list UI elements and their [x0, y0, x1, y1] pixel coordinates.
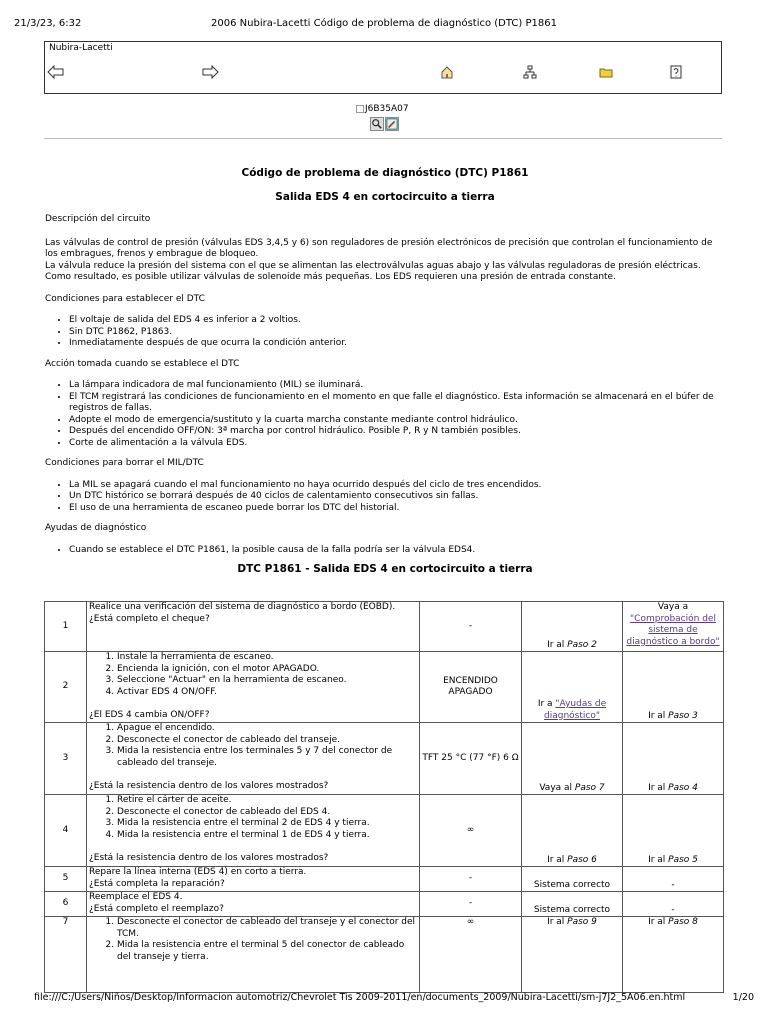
list-item: • Cuando se establece el DTC P1861, la posible causa de la falla podría ser la válvula EDS4.: [69, 545, 725, 557]
action-list: [45, 380, 725, 449]
back-arrow-icon[interactable]: [47, 64, 65, 80]
yes-prefix: Ir al: [547, 917, 568, 927]
list-item: 2. Encienda la ignición, con el motor APAGADO.: [117, 664, 417, 676]
list-item: • El voltaje de salida del EDS 4 es inferior a 2 voltios.: [69, 315, 725, 327]
table-row: [45, 867, 724, 892]
yes-prefix: Ir a: [537, 699, 556, 709]
table-row: [45, 795, 724, 867]
divider: [44, 138, 722, 139]
step-items: [89, 723, 417, 769]
step-no: [623, 652, 724, 723]
list-item: 2. Mida la resistencia entre el terminal 5 del conector de cableado del transeje y tierra.: [117, 940, 417, 963]
no-prefix: Ir al: [648, 917, 669, 927]
list-item: 4. Mida la resistencia entre el terminal 1 de EDS 4 y tierra.: [117, 830, 417, 842]
doc-title: Código de problema de diagnóstico (DTC) P1861: [241, 167, 529, 179]
page-number: 1/20: [732, 992, 754, 1003]
action-heading: Acción tomada cuando se establece el DTC: [45, 358, 240, 369]
step-number: 3: [45, 723, 87, 795]
step-number: 1: [45, 602, 87, 652]
no-step: Paso 8: [668, 917, 698, 927]
question-text: ¿Está completo el cheque?: [89, 613, 210, 624]
table-row: [45, 602, 724, 652]
step-value: [420, 652, 522, 723]
list-item: 1. Instale la herramienta de escaneo.: [117, 652, 417, 664]
forward-arrow-icon[interactable]: [201, 64, 219, 80]
print-date: 21/3/23, 6:32: [14, 18, 82, 29]
question-text: ¿Está completo el reemplazo?: [89, 903, 224, 914]
help-icon[interactable]: [669, 64, 683, 80]
step-yes: [522, 652, 623, 723]
step-number: 6: [45, 892, 87, 917]
no-step: Paso 3: [668, 710, 698, 721]
step-action: [87, 867, 420, 892]
list-item: 3. Mida la resistencia entre los terminales 5 y 7 del conector de cableado del transeje.: [117, 746, 417, 769]
list-item: • El uso de una herramienta de escaneo puede borrar los DTC del historial.: [69, 503, 725, 515]
step-value: -: [420, 602, 522, 652]
step-no: [623, 602, 724, 652]
file-path: file:///C:/Users/Niños/Desktop/Informacion automotriz/Chevrolet Tis 2009-2011/en/documents_2009/Nubira-Lacetti/sm-j7J2_5A06.en.html: [34, 992, 686, 1003]
model-label: Nubira-Lacetti: [49, 43, 113, 53]
no-step: Paso 4: [668, 782, 698, 793]
set-conditions-list: [45, 315, 725, 350]
yes-step: Paso 7: [574, 782, 605, 793]
aids-heading: Ayudas de diagnóstico: [45, 523, 147, 533]
list-item: 1. Apague el encendido.: [117, 723, 417, 735]
step-action: [87, 795, 420, 867]
question-text: ¿Está la resistencia dentro de los valores mostrados?: [89, 781, 329, 791]
question-text: ¿El EDS 4 cambia ON/OFF?: [89, 710, 210, 720]
no-prefix: Ir al: [648, 710, 669, 721]
list-item: • Corte de alimentación a la válvula EDS.: [69, 438, 725, 450]
step-no: -: [623, 867, 724, 892]
onboard-diagnostic-link[interactable]: "Comprobación del sistema de diagnóstico a bordo": [626, 613, 720, 647]
yes-prefix: Vaya al: [539, 782, 575, 793]
no-prefix: Vaya a: [657, 602, 689, 612]
list-item: 4. Activar EDS 4 ON/OFF.: [117, 687, 417, 699]
diagnostic-aids-link[interactable]: "Ayudas de diagnóstico": [544, 699, 607, 721]
print-footer: [34, 992, 754, 1004]
step-no: [623, 917, 724, 993]
step-number: 2: [45, 652, 87, 723]
circuit-paragraph-2: La válvula reduce la presión del sistema con el que se alimentan las electroválvulas aguas abajo y las válvulas reguladoras de presión eléctricas. Como resultado, es posible utilizar válvulas de solenoide más pequeñas. Los EDS requieren una presión de entrada constante.: [45, 260, 701, 282]
step-value: -: [420, 892, 522, 917]
document-body: [45, 168, 725, 576]
step-value: ∞: [420, 917, 522, 993]
set-conditions-heading: Condiciones para establecer el DTC: [45, 293, 205, 304]
step-yes: [522, 917, 623, 993]
step-action: [87, 917, 420, 993]
action-text: Reemplace el EDS 4.: [89, 892, 183, 902]
question-text: ¿Está completa la reparación?: [89, 878, 225, 889]
sitemap-icon[interactable]: [523, 64, 537, 80]
step-number: 4: [45, 795, 87, 867]
table-title: DTC P1861 - Salida EDS 4 en cortocircuito a tierra: [237, 563, 533, 575]
action-text: Realice una verificación del sistema de diagnóstico a bordo (EOBD).: [89, 602, 396, 612]
no-prefix: Ir al: [648, 854, 669, 865]
list-item: 1. Desconecte el conector de cableado del transeje y el conector del TCM.: [117, 917, 417, 940]
step-items: [89, 795, 417, 841]
step-no: [623, 795, 724, 867]
aids-list: [45, 545, 725, 557]
list-item: • Sin DTC P1862, P1863.: [69, 327, 725, 339]
list-item: • Después del encendido OFF/ON: 3ª marcha por control hidráulico. Posible P, R y N también posibles.: [69, 426, 725, 438]
step-action: [87, 892, 420, 917]
yes-step: Paso 2: [567, 639, 597, 650]
list-item: 2. Desconecte el conector de cableado del transeje.: [117, 735, 417, 747]
clear-heading: Condiciones para borrar el MIL/DTC: [45, 458, 204, 468]
annotate-icon[interactable]: [385, 117, 399, 131]
step-yes: Sistema correcto: [522, 867, 623, 892]
no-step: Paso 5: [668, 854, 698, 865]
value-line: APAGADO: [448, 687, 493, 697]
no-prefix: Ir al: [648, 782, 669, 793]
yes-prefix: Ir al: [547, 639, 568, 650]
list-item: 1. Retire el cárter de aceite.: [117, 795, 417, 807]
table-row: [45, 917, 724, 993]
clear-list: [45, 480, 725, 515]
yes-step: Paso 9: [567, 917, 597, 927]
yes-prefix: Ir al: [547, 854, 568, 865]
table-row: [45, 652, 724, 723]
circuit-heading: Descripción del circuito: [45, 214, 151, 224]
list-item: • La MIL se apagará cuando el mal funcionamiento no haya ocurrido después del ciclo de tres encendidos.: [69, 480, 725, 492]
list-item: 3. Mida la resistencia entre el terminal 2 de EDS 4 y tierra.: [117, 818, 417, 830]
figure-id: J6B35A07: [365, 104, 409, 114]
list-item: • El TCM registrará las condiciones de funcionamiento en el momento en que falle el diagnóstico. Esta información se almacenará en el búfer de registros de fallas.: [69, 392, 725, 415]
step-action: [87, 602, 420, 652]
step-no: -: [623, 892, 724, 917]
list-item: • Un DTC histórico se borrará después de 40 ciclos de calentamiento consecutivos sin fallas.: [69, 491, 725, 503]
list-item: • Inmediatamente después de que ocurra la condición anterior.: [69, 338, 725, 350]
yes-step: Paso 6: [567, 854, 597, 865]
step-value: TFT 25 °C (77 °F) 6 Ω: [420, 723, 522, 795]
step-yes: [522, 795, 623, 867]
doc-subtitle: Salida EDS 4 en cortocircuito a tierra: [275, 190, 495, 203]
list-item: • La lámpara indicadora de mal funcionamiento (MIL) se iluminará.: [69, 380, 725, 392]
step-number: 7: [45, 917, 87, 993]
step-yes: [522, 723, 623, 795]
step-action: [87, 723, 420, 795]
table-row: [45, 723, 724, 795]
print-title: 2006 Nubira-Lacetti Código de problema de diagnóstico (DTC) P1861: [211, 18, 557, 29]
figure: [356, 104, 436, 134]
step-yes: [522, 602, 623, 652]
nav-bar: [44, 41, 722, 94]
table-row: [45, 892, 724, 917]
action-text: Repare la línea interna (EDS 4) en corto a tierra.: [89, 867, 307, 877]
folder-icon[interactable]: [599, 64, 613, 80]
list-item: • Adopte el modo de emergencia/sustituto y la cuarta marcha constante mediante control hidráulico.: [69, 415, 725, 427]
circuit-paragraph-1: Las válvulas de control de presión (válvulas EDS 3,4,5 y 6) son reguladores de presión electrónicos de precisión que controlan el funcionamiento de los embragues, frenos y embrague de bloqueo.: [45, 237, 713, 259]
step-number: 5: [45, 867, 87, 892]
step-value: -: [420, 867, 522, 892]
print-header: [14, 18, 754, 32]
zoom-icon[interactable]: [370, 117, 384, 131]
step-action: [87, 652, 420, 723]
step-items: [89, 917, 417, 963]
step-yes: Sistema correcto: [522, 892, 623, 917]
list-item: 3. Seleccione "Actuar" en la herramienta de escaneo.: [117, 675, 417, 687]
step-no: [623, 723, 724, 795]
diagnostic-table: [44, 601, 724, 993]
step-value: ∞: [420, 795, 522, 867]
value-line: ENCENDIDO: [443, 675, 498, 686]
question-text: ¿Está la resistencia dentro de los valores mostrados?: [89, 853, 329, 863]
broken-image-icon: [356, 105, 364, 113]
home-icon[interactable]: [440, 64, 454, 80]
list-item: 2. Desconecte el conector de cableado del EDS 4.: [117, 807, 417, 819]
step-items: [89, 652, 417, 698]
